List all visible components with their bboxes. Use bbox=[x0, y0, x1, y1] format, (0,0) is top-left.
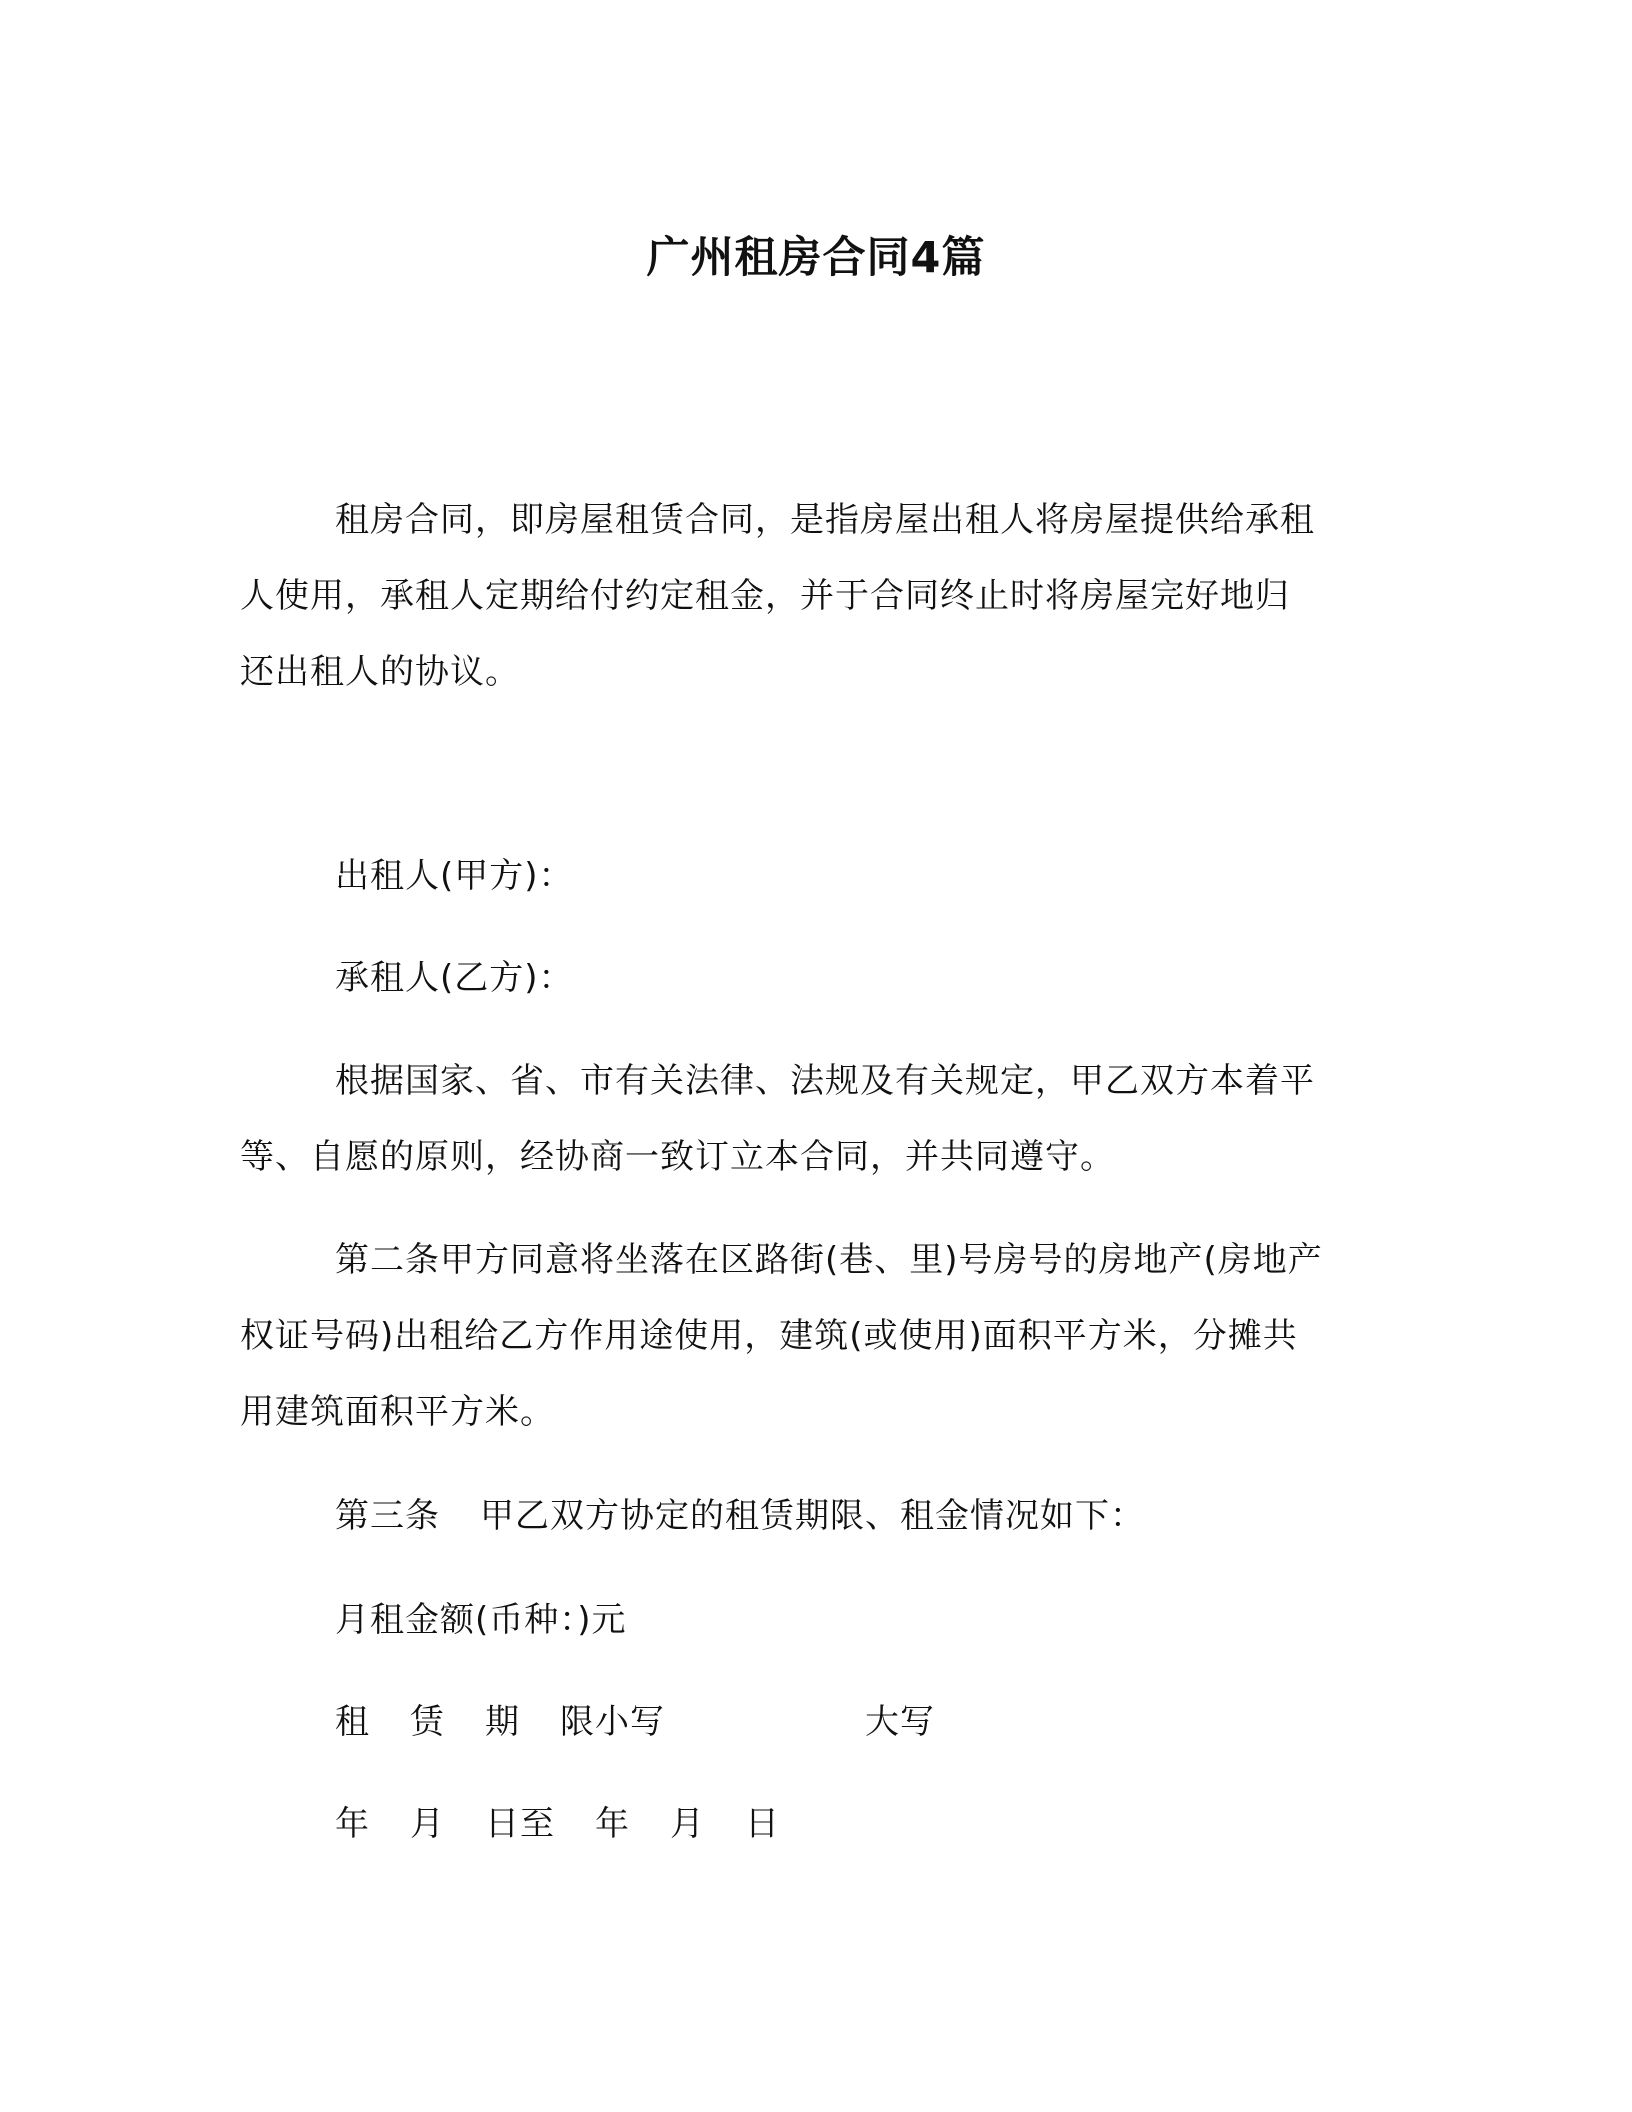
party-a-label: 出租人(甲方)： bbox=[335, 856, 574, 896]
date-year-start: 年 bbox=[335, 1804, 370, 1844]
lease-term-content bbox=[240, 1684, 1380, 1760]
document-title: 广州租房合同4篇 bbox=[646, 233, 986, 283]
monthly-rent-text: 月租金额(币种：)元 bbox=[335, 1600, 627, 1640]
lease-term-line bbox=[240, 1684, 1380, 1760]
intro-line-3: 还出租人的协议。 bbox=[240, 652, 520, 692]
article-2-line-2: 权证号码)出租给乙方作用途使用，建筑(或使用)面积平方米，分摊共 bbox=[240, 1316, 1298, 1356]
article-3-label: 第三条 bbox=[335, 1496, 440, 1536]
basis-line-2: 等、自愿的原则，经协商一致订立本合同，并共同遵守。 bbox=[240, 1137, 1115, 1177]
date-range-line bbox=[240, 1786, 1380, 1862]
basis-paragraph bbox=[240, 1043, 1380, 1195]
lease-term-uppercase: 大写 bbox=[865, 1702, 935, 1742]
article-2-line-3: 用建筑面积平方米。 bbox=[240, 1392, 555, 1432]
article-2-paragraph bbox=[240, 1222, 1380, 1450]
intro-line-2: 人使用，承租人定期给付约定租金，并于合同终止时将房屋完好地归 bbox=[240, 576, 1290, 616]
party-b-line bbox=[240, 940, 1380, 1016]
article-3-content bbox=[240, 1478, 1380, 1554]
basis-line-1: 根据国家、省、市有关法律、法规及有关规定，甲乙双方本着平 bbox=[335, 1061, 1315, 1101]
intro-paragraph bbox=[240, 482, 1380, 710]
intro-line-1: 租房合同，即房屋租赁合同，是指房屋出租人将房屋提供给承租 bbox=[335, 500, 1315, 540]
date-range-content bbox=[240, 1786, 1380, 1862]
date-month-end: 月 bbox=[670, 1804, 705, 1844]
article-3-line bbox=[240, 1478, 1380, 1554]
party-b-label: 承租人(乙方)： bbox=[335, 958, 574, 998]
date-month-start: 月 bbox=[410, 1804, 445, 1844]
monthly-rent-line bbox=[240, 1582, 1380, 1658]
lease-term-char-1: 租 bbox=[335, 1702, 370, 1742]
lease-term-char-2: 赁 bbox=[410, 1702, 445, 1742]
lease-term-char-3: 期 bbox=[485, 1702, 520, 1742]
article-2-line-1: 第二条甲方同意将坐落在区路街(巷、里)号房号的房地产(房地产 bbox=[335, 1240, 1323, 1280]
date-day-start: 日至 bbox=[485, 1804, 555, 1844]
date-day-end: 日 bbox=[745, 1804, 780, 1844]
date-year-end: 年 bbox=[595, 1804, 630, 1844]
lease-term-char-4: 限小写 bbox=[560, 1702, 665, 1742]
party-a-line bbox=[240, 838, 1380, 914]
article-3-text: 甲乙双方协定的租赁期限、租金情况如下： bbox=[480, 1496, 1145, 1536]
